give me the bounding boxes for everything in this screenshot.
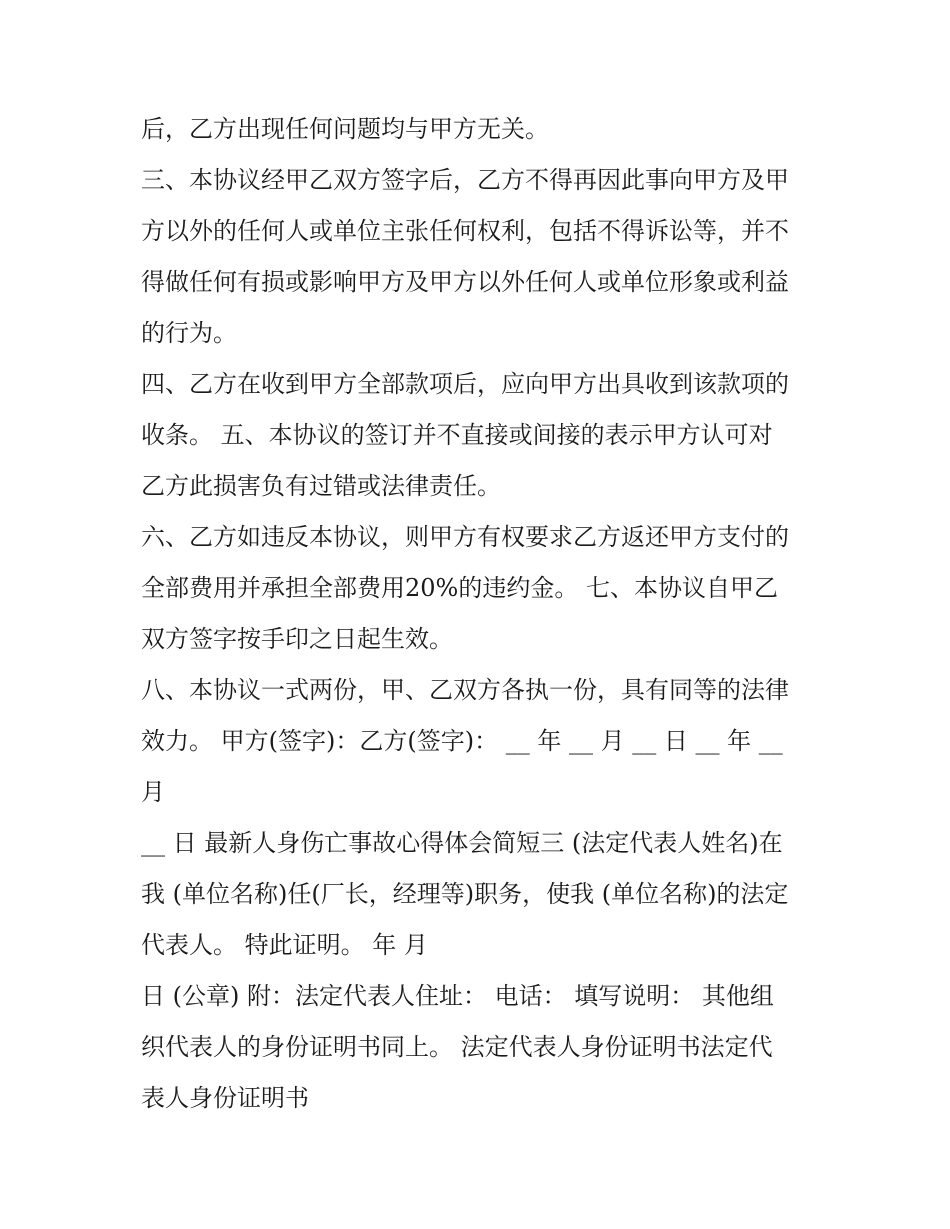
text-line: 代表人。 特此证明。 年 月	[141, 931, 428, 959]
text-line: 全部费用并承担全部费用20%的违约金。 七、本协议自甲乙	[141, 574, 778, 602]
text-line: 表人身份证明书	[141, 1084, 309, 1112]
text-line: 织代表人的身份证明书同上。 法定代表人身份证明书法定代	[141, 1033, 773, 1061]
text-line: 月	[141, 778, 165, 806]
text-line: 得做任何有损或影响甲方及甲方以外任何人或单位形象或利益	[141, 268, 789, 296]
text-line: 的行为。	[141, 319, 237, 347]
text-line: 三、本协议经甲乙双方签字后，乙方不得再因此事向甲方及甲	[141, 166, 789, 194]
text-line: 八、本协议一式两份，甲、乙双方各执一份，具有同等的法律	[141, 676, 789, 704]
text-line: 后，乙方出现任何问题均与甲方无关。	[141, 115, 549, 143]
text-line: 我 (单位名称)任(厂长，经理等)职务，使我 (单位名称)的法定	[141, 880, 789, 908]
text-line: 收条。 五、本协议的签订并不直接或间接的表示甲方认可对	[141, 421, 773, 449]
text-line: 效力。 甲方(签字)：乙方(签字)： __ 年 __ 月 __ 日 __ 年 __	[141, 727, 783, 755]
text-line: 双方签字按手印之日起生效。	[141, 625, 453, 653]
text-line: 日 (公章) 附：法定代表人住址： 电话： 填写说明： 其他组	[141, 982, 774, 1010]
text-line: __ 日 最新人身伤亡事故心得体会简短三 (法定代表人姓名)在	[141, 829, 783, 857]
text-line: 方以外的任何人或单位主张任何权利，包括不得诉讼等，并不	[141, 217, 789, 245]
text-line: 四、乙方在收到甲方全部款项后，应向甲方出具收到该款项的	[141, 370, 789, 398]
text-line: 乙方此损害负有过错或法律责任。	[141, 472, 501, 500]
document-body	[141, 104, 821, 1124]
text-line: 六、乙方如违反本协议，则甲方有权要求乙方返还甲方支付的	[141, 523, 789, 551]
